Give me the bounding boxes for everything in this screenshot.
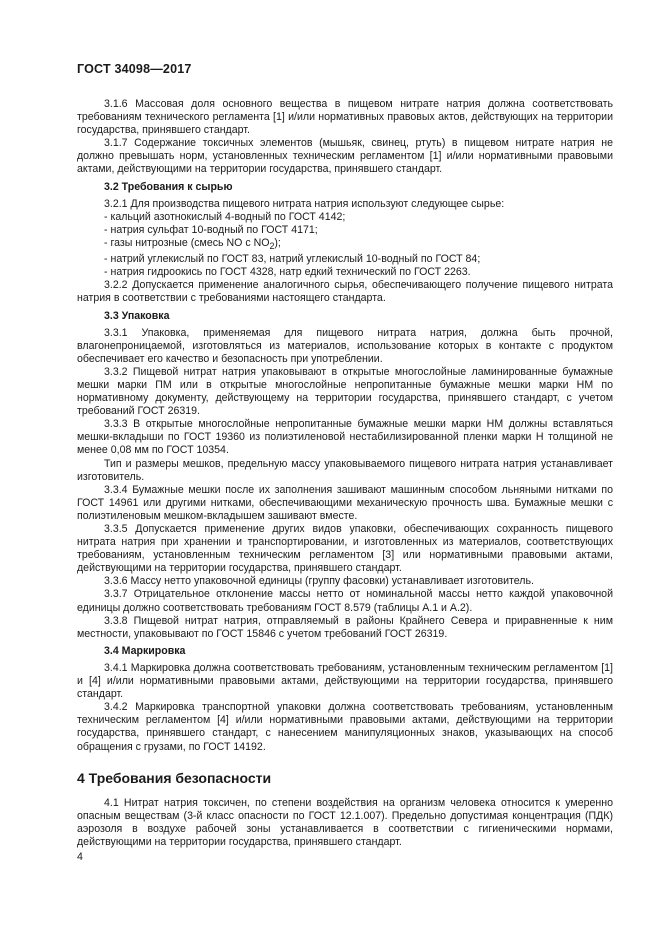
- paragraph-3-1-7: 3.1.7 Содержание токсичных элементов (мышьяк, свинец, ртуть) в пищевом нитрате натрия не должно превышать норм, установленных техническим регламентом [1] и/или нормативными правовыми актами, действующими на территории государства, принявшего стандарт.: [77, 137, 613, 176]
- section-heading-3-2: 3.2 Требования к сырью: [104, 180, 233, 193]
- paragraph-3-3-8: 3.3.8 Пищевой нитрат натрия, отправляемый в районы Крайнего Севера и приравненные к ним местности, упаковывают по ГОСТ 15846 с учетом требований ГОСТ 26319.: [77, 614, 613, 640]
- paragraph-3-3-5: 3.3.5 Допускается применение других видов упаковки, обеспечивающих сохранность пищевого нитрата натрия при хранении и транспортировании, и изготовленных из материалов, соответствующих требованиям, установленным техническим регламентом [3] или нормативными правовыми актами, действующими на территории государства, принявшего стандарт.: [77, 523, 613, 575]
- section-heading-4: 4 Требования безопасности: [77, 769, 272, 786]
- list-item: - натрия гидроокись по ГОСТ 4328, натр едкий технический по ГОСТ 2263.: [104, 266, 471, 279]
- paragraph-3-4-1: 3.4.1 Маркировка должна соответствовать требованиям, установленным техническим регламентом [1] и [4] и/или нормативными правовыми актами, действующими на территории государства, принявшего стандарт.: [77, 661, 613, 701]
- subscript: 2: [269, 241, 275, 252]
- section-heading-3-3: 3.3 Упаковка: [104, 309, 170, 322]
- list-item: - натрий углекислый по ГОСТ 83, натрий углекислый 10-водный по ГОСТ 84;: [104, 253, 481, 266]
- page-number: 4: [77, 851, 83, 863]
- paragraph-3-3-3-cont: Тип и размеры мешков, предельную массу упаковываемого пищевого нитрата натрия устанавливает изготовитель.: [77, 457, 613, 483]
- paragraph-3-3-3: 3.3.3 В открытые многослойные непропитанные бумажные мешки марки НМ должны вставляться мешки-вкладыши по ГОСТ 19360 из полиэтиленовой нестабилизированной пленки марки Н толщиной не менее 0,08 мм по ГОСТ 10354.: [77, 418, 613, 457]
- list-item: - кальций азотнокислый 4-водный по ГОСТ 4142;: [104, 210, 346, 223]
- paragraph-3-4-2: 3.4.2 Маркировка транспортной упаковки должна соответствовать требованиям, установленным техническим регламентом [4] и/или нормативными правовыми актами, действующими на территории государства, принявшего стандарт, с нанесением манипуляционных знаков, указывающих на способ обращения с грузами, по ГОСТ 14192.: [77, 701, 613, 753]
- section-heading-3-4: 3.4 Маркировка: [104, 644, 186, 657]
- paragraph-3-3-1: 3.3.1 Упаковка, применяемая для пищевого нитрата натрия, должна быть прочной, влагонепроницаемой, изготовляться из материалов, использование которых в контакте с продуктом обеспечивает его качество и безопасность при употреблении.: [77, 326, 613, 365]
- document-body: [77, 98, 613, 849]
- paragraph-4-1: 4.1 Нитрат натрия токсичен, по степени воздействия на организм человека относится к умеренно опасным веществам (3-й класс опасности по ГОСТ 12.1.007). Предельно допустимая концентрация (ПДК) аэрозоля в воздухе рабочей зоны устанавливается в соответствии с гигиеническими нормами, действующими на территории государства, принявшего стандарт.: [77, 796, 613, 848]
- paragraph-3-2-2: 3.2.2 Допускается применение аналогичного сырья, обеспечивающего получение пищевого нитрата натрия в соответствии с требованиями настоящего стандарта.: [77, 279, 613, 305]
- paragraph-3-2-1: 3.2.1 Для производства пищевого нитрата натрия используют следующее сырье:: [104, 197, 505, 210]
- list-item-text-end: );: [274, 236, 281, 249]
- document-header: ГОСТ 34098—2017: [77, 62, 192, 76]
- list-item: [77, 237, 613, 253]
- paragraph-3-3-7: 3.3.7 Отрицательное отклонение массы нетто от номинальной массы нетто каждой упаковочной единицы должно соответствовать требованиям ГОСТ 8.579 (таблицы А.1 и А.2).: [77, 588, 613, 614]
- list-item: - натрия сульфат 10-водный по ГОСТ 4171;: [104, 223, 318, 236]
- list-item-text: - газы нитрозные (смесь NO с NO: [104, 236, 270, 249]
- paragraph-3-1-6: 3.1.6 Массовая доля основного вещества в пищевом нитрате натрия должна соответствовать требованиям технического регламента [1] и/или нормативных правовых актов, действующих на территории государства, принявшего стандарт.: [77, 98, 613, 137]
- paragraph-3-3-4: 3.3.4 Бумажные мешки после их заполнения зашивают машинным способом льняными нитками по ГОСТ 14961 или другими нитками, обеспечивающими механическую прочность шва. Бумажные мешки с полиэтиленовым мешком-вкладышем зашивают вместе.: [77, 483, 613, 522]
- paragraph-3-3-2: 3.3.2 Пищевой нитрат натрия упаковывают в открытые многослойные ламинированные бумажные мешки марки ПМ или в открытые многослойные непропитанные бумажные мешки марки НМ по нормативному документу, действующему на территории государства, принявшего стандарт, с учетом требований ГОСТ 26319.: [77, 365, 613, 418]
- paragraph-3-3-6: 3.3.6 Массу нетто упаковочной единицы (группу фасовки) устанавливает изготовитель.: [104, 575, 534, 588]
